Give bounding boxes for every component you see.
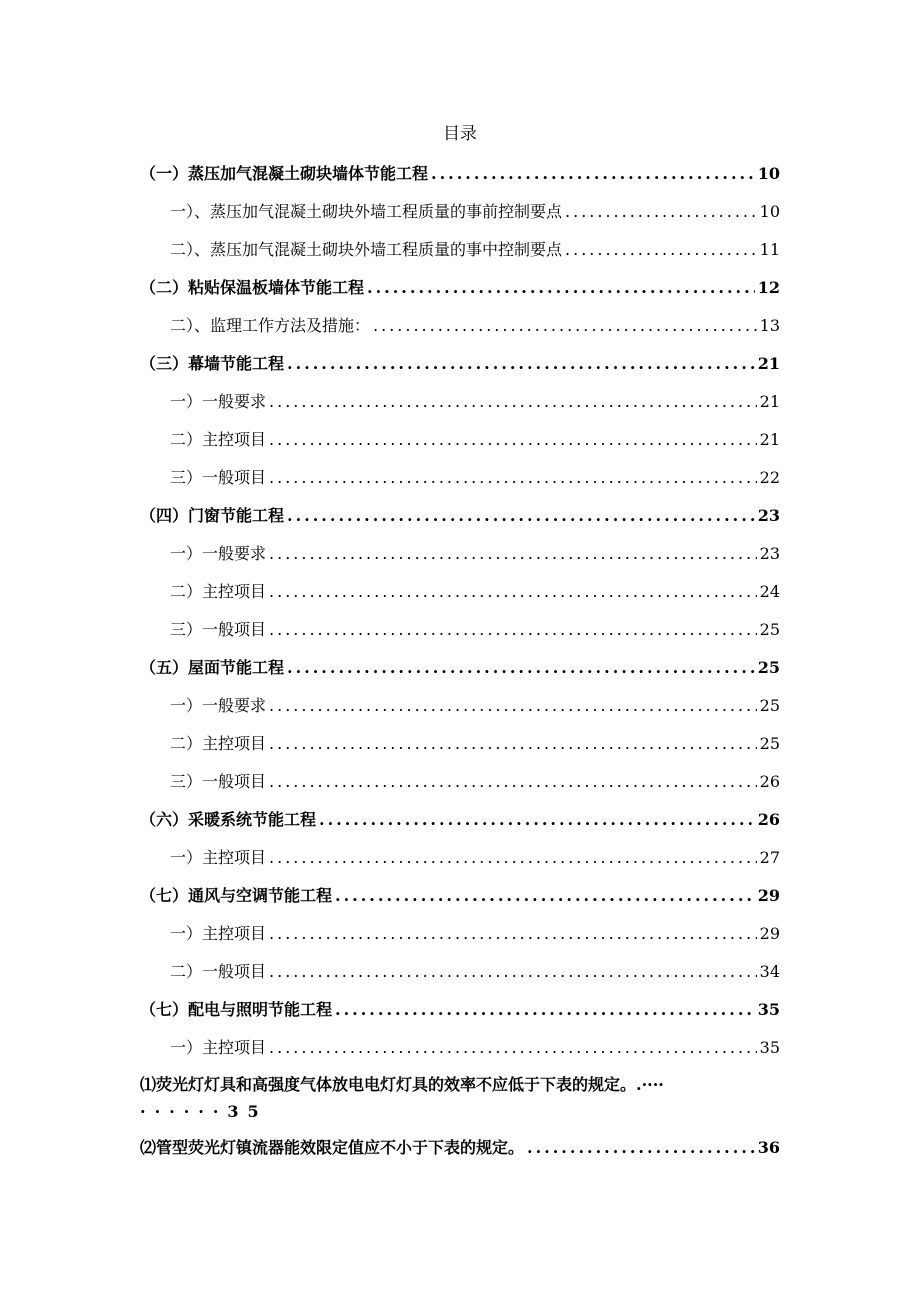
toc-page-number: 10 bbox=[757, 164, 780, 183]
toc-entry-label: （四）门窗节能工程 bbox=[140, 506, 285, 525]
toc-entry-label: ⑴荧光灯灯具和高强度气体放电电灯灯具的效率不应低于下表的规定。.···· bbox=[140, 1075, 664, 1094]
toc-entry-label: 一）一般要求 bbox=[170, 392, 267, 411]
dot-leader bbox=[287, 350, 755, 378]
toc-page-number: 34 bbox=[759, 962, 780, 981]
toc-entry[interactable] bbox=[140, 426, 780, 464]
toc-page-number: 23 bbox=[759, 544, 780, 563]
dot-leader bbox=[335, 882, 755, 910]
toc-entry-label: 二）、监理工作方法及措施： bbox=[170, 316, 371, 335]
dot-leader bbox=[269, 958, 757, 986]
toc-page-number: 13 bbox=[759, 316, 780, 335]
toc-entry-label: 一）主控项目 bbox=[170, 1038, 267, 1057]
toc-page-number: 26 bbox=[757, 810, 780, 829]
dot-leader bbox=[565, 236, 757, 264]
toc-page-number: 24 bbox=[759, 582, 780, 601]
toc-page-number: 29 bbox=[759, 924, 780, 943]
dot-leader bbox=[269, 1034, 757, 1062]
toc-entry[interactable] bbox=[140, 274, 780, 312]
toc-entry[interactable] bbox=[140, 1072, 780, 1126]
toc-entry-label: 二）一般项目 bbox=[170, 962, 267, 981]
toc-entry-label: 三）一般项目 bbox=[170, 772, 267, 791]
dot-leader bbox=[431, 160, 755, 188]
toc-entry-label: 三）一般项目 bbox=[170, 620, 267, 639]
toc-page-number: 29 bbox=[757, 886, 780, 905]
toc-entry-label: 二）主控项目 bbox=[170, 734, 267, 753]
toc-entry[interactable] bbox=[140, 312, 780, 350]
dot-leader bbox=[269, 730, 757, 758]
toc-entry-label: 二）、蒸压加气混凝土砌块外墙工程质量的事中控制要点 bbox=[170, 240, 563, 259]
dot-leader bbox=[287, 654, 755, 682]
toc-entry[interactable] bbox=[140, 1034, 780, 1072]
toc-page-number: 35 bbox=[757, 1000, 780, 1019]
toc-entry-label: （三）幕墙节能工程 bbox=[140, 354, 285, 373]
toc-page-number: 21 bbox=[757, 354, 780, 373]
toc-entry-label: 二）主控项目 bbox=[170, 582, 267, 601]
toc-entry[interactable] bbox=[140, 464, 780, 502]
toc-entry[interactable] bbox=[140, 882, 780, 920]
toc-entry[interactable] bbox=[140, 844, 780, 882]
dot-leader bbox=[269, 844, 757, 872]
dot-leader bbox=[319, 806, 755, 834]
toc-page-number: 11 bbox=[759, 240, 780, 259]
dot-leader bbox=[269, 578, 757, 606]
toc-title: 目录 bbox=[443, 124, 477, 144]
toc-page-number: 36 bbox=[757, 1138, 780, 1157]
toc-page-number: 10 bbox=[759, 202, 780, 221]
toc-page-number: 12 bbox=[757, 278, 780, 297]
toc-page-number: 35 bbox=[759, 1038, 780, 1057]
toc-entry[interactable] bbox=[140, 768, 780, 806]
toc-entry[interactable] bbox=[140, 730, 780, 768]
dot-leader bbox=[269, 464, 757, 492]
toc-entry[interactable] bbox=[140, 388, 780, 426]
toc-entry-label: （六）采暖系统节能工程 bbox=[140, 810, 317, 829]
toc-entry[interactable] bbox=[140, 540, 780, 578]
toc-entry-label: 一）一般要求 bbox=[170, 544, 267, 563]
toc-entry-label: 二）主控项目 bbox=[170, 430, 267, 449]
toc-entry[interactable] bbox=[140, 236, 780, 274]
dot-leader bbox=[335, 996, 755, 1024]
dot-leader bbox=[527, 1134, 755, 1162]
toc-entry[interactable] bbox=[140, 996, 780, 1034]
dot-leader bbox=[269, 616, 757, 644]
toc-entry-label: （七）配电与照明节能工程 bbox=[140, 1000, 333, 1019]
toc-entry[interactable] bbox=[140, 502, 780, 540]
toc-entry-tail: ······35 bbox=[140, 1102, 268, 1121]
toc-page-number: 27 bbox=[759, 848, 780, 867]
toc-page-number: 21 bbox=[759, 430, 780, 449]
toc-page-number: 22 bbox=[759, 468, 780, 487]
toc-entry[interactable] bbox=[140, 160, 780, 198]
dot-leader bbox=[287, 502, 755, 530]
toc-entry[interactable] bbox=[140, 198, 780, 236]
toc-entry[interactable] bbox=[140, 692, 780, 730]
toc-page-number: 23 bbox=[757, 506, 780, 525]
toc-entry[interactable] bbox=[140, 920, 780, 958]
toc-entry[interactable] bbox=[140, 958, 780, 996]
toc-entry-label: （二）粘贴保温板墙体节能工程 bbox=[140, 278, 365, 297]
dot-leader bbox=[269, 540, 757, 568]
toc-entry[interactable] bbox=[140, 1134, 780, 1172]
toc-page-number: 26 bbox=[759, 772, 780, 791]
toc-entry-label: ⑵管型荧光灯镇流器能效限定值应不小于下表的规定。 bbox=[140, 1138, 525, 1157]
toc-page-number: 25 bbox=[759, 696, 780, 715]
toc-page-number: 25 bbox=[759, 620, 780, 639]
toc-entry-label: 一）、蒸压加气混凝土砌块外墙工程质量的事前控制要点 bbox=[170, 202, 563, 221]
toc-page-number: 25 bbox=[759, 734, 780, 753]
dot-leader bbox=[565, 198, 757, 226]
toc-entry-label: 一）主控项目 bbox=[170, 848, 267, 867]
toc-entry-label: （五）屋面节能工程 bbox=[140, 658, 285, 677]
toc-entry-label: 一）一般要求 bbox=[170, 696, 267, 715]
dot-leader bbox=[269, 768, 757, 796]
dot-leader bbox=[269, 388, 757, 416]
toc-entry-label: （七）通风与空调节能工程 bbox=[140, 886, 333, 905]
dot-leader bbox=[269, 920, 757, 948]
toc-entry[interactable] bbox=[140, 654, 780, 692]
toc-entry-label: （一）蒸压加气混凝土砌块墙体节能工程 bbox=[140, 164, 429, 183]
toc-entry[interactable] bbox=[140, 350, 780, 388]
toc-entry[interactable] bbox=[140, 806, 780, 844]
toc-entry-label: 三）一般项目 bbox=[170, 468, 267, 487]
dot-leader bbox=[367, 274, 755, 302]
dot-leader bbox=[269, 426, 757, 454]
table-of-contents bbox=[140, 160, 780, 1172]
toc-page-number: 21 bbox=[759, 392, 780, 411]
dot-leader bbox=[373, 312, 757, 340]
dot-leader bbox=[269, 692, 757, 720]
toc-page-number: 25 bbox=[757, 658, 780, 677]
toc-entry[interactable] bbox=[140, 616, 780, 654]
toc-entry-label: 一）主控项目 bbox=[170, 924, 267, 943]
toc-entry[interactable] bbox=[140, 578, 780, 616]
